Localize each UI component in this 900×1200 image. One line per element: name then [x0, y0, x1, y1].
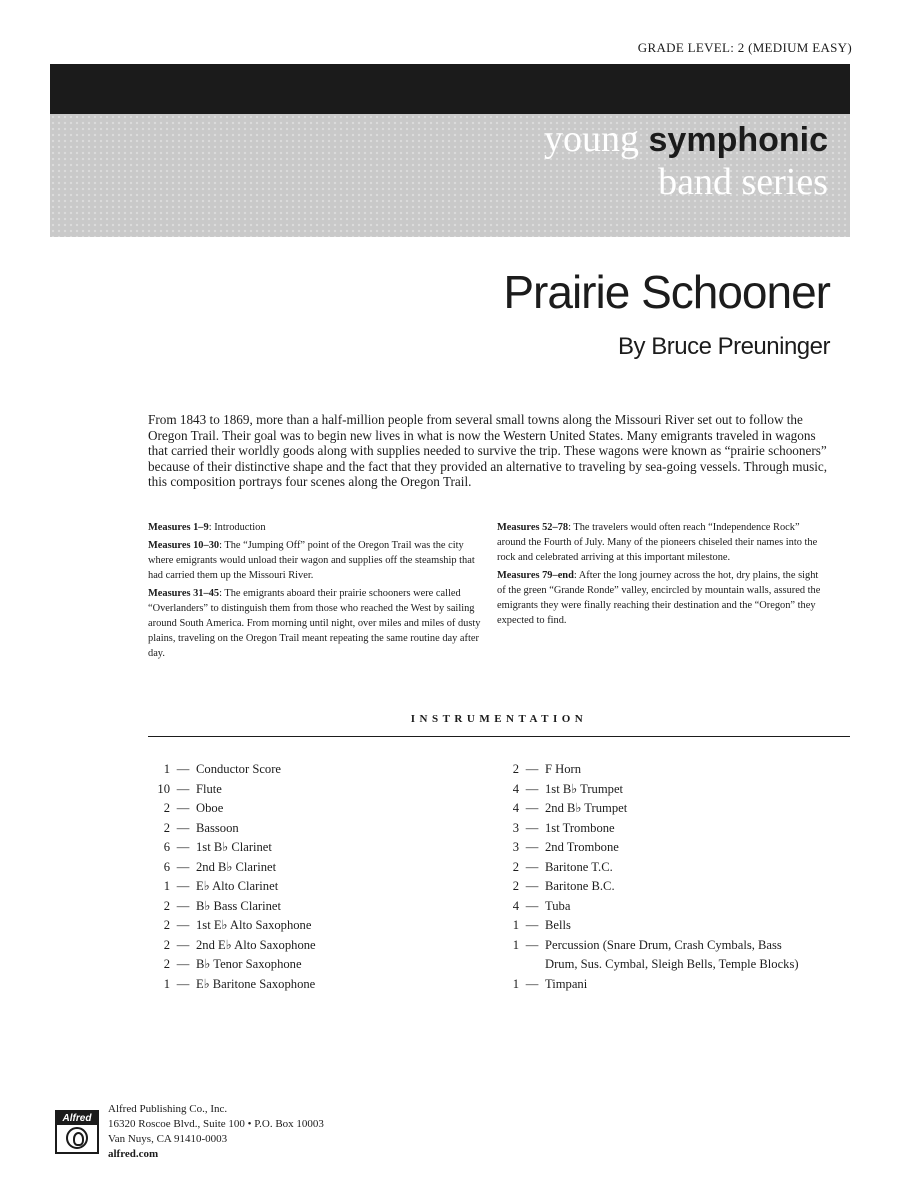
- publisher-info: [108, 1102, 324, 1162]
- measure-note: [148, 538, 488, 583]
- logo-text: Alfred: [57, 1112, 97, 1125]
- publisher-website-link[interactable]: alfred.com: [108, 1148, 159, 1160]
- instrument-quantity: 1: [163, 879, 170, 893]
- instrument-row: [497, 760, 817, 780]
- instrument-quantity: 1: [163, 762, 170, 776]
- instrument-row: [497, 819, 817, 839]
- instrument-quantity: 2: [512, 879, 519, 893]
- instrument-quantity: 1: [512, 918, 519, 932]
- instrument-dash: —: [525, 879, 539, 893]
- instrument-row: [497, 858, 817, 878]
- publisher-address-1: 16320 Roscoe Blvd., Suite 100 • P.O. Box 10003: [108, 1118, 324, 1130]
- instrumentation-heading: INSTRUMENTATION: [410, 713, 588, 725]
- instrument-quantity: 2: [512, 762, 519, 776]
- instrument-row: [497, 897, 817, 917]
- instrument-dash: —: [176, 820, 190, 835]
- instrument-name: Conductor Score: [196, 762, 281, 776]
- instrument-quantity: 1: [163, 976, 170, 991]
- instrument-dash: —: [176, 957, 190, 971]
- measure-text: : After the long journey across the hot, dry plains, the sight of the green “Grande Ronde” valley, encircled by mountain walls, assured the emigrants they were finally reaching their destination and the “Oregon” they expected to find.: [497, 570, 821, 626]
- instrument-quantity: 4: [512, 781, 519, 796]
- measure-text: : The emigrants aboard their prairie schooners were called “Overlanders” to distinguish them from those who reached the West by sailing around South America. From morning until night, over miles and miles of dusty plains, traveling on the Oregon Trail meant repeating the same routine day after day.: [148, 588, 481, 659]
- instrument-quantity: 2: [512, 859, 519, 874]
- instrument-name: Percussion (Snare Drum, Crash Cymbals, Bass Drum, Sus. Cymbal, Sleigh Bells, Temple Blocks): [545, 937, 799, 971]
- measure-text: : The “Jumping Off” point of the Oregon Trail was the city where emigrants would unload their wagon and supplies off the steamship that had carried them up the Missouri River.: [148, 540, 475, 581]
- instrument-row: [148, 780, 488, 800]
- grade-level: GRADE LEVEL: 2 (MEDIUM EASY): [637, 40, 852, 55]
- instrument-quantity: 1: [512, 976, 519, 991]
- instrument-row: [497, 975, 817, 995]
- series-title: [544, 118, 828, 203]
- instrument-row: [148, 760, 488, 780]
- instrument-row: [497, 936, 817, 975]
- instrument-name: Tuba: [545, 898, 571, 913]
- intro-paragraph: From 1843 to 1869, more than a half-million people from several small towns along the Missouri River set out to follow the Oregon Trail. Their goal was to begin new lives in what is now the Western United States. Many emigrants traveled in wagons that carried their worldly goods along with supplies needed to survive the trip. These wagons were known as “prairie schooners” because of their distinctive shape and the fact that they provided an alternative to traveling by sea-going vessels. Through music, this composition portrays four scenes along the Oregon Trail.: [148, 412, 828, 490]
- measure-note: [497, 520, 827, 565]
- instrument-name: 1st Trombone: [545, 820, 615, 835]
- measure-text: : Introduction: [208, 522, 266, 533]
- measure-note: [148, 586, 488, 661]
- instrument-name: 2nd Trombone: [545, 840, 619, 854]
- instrument-dash: —: [176, 840, 190, 854]
- series-line-2: band series: [658, 160, 828, 203]
- instrument-dash: —: [176, 859, 190, 874]
- instrument-quantity: 2: [163, 898, 170, 913]
- instrument-quantity: 2: [163, 918, 170, 932]
- instrument-dash: —: [176, 781, 190, 796]
- instrument-name: E♭ Alto Clarinet: [196, 879, 279, 893]
- instrument-name: Bells: [545, 918, 571, 932]
- instrument-dash: —: [525, 781, 539, 796]
- instrument-name: 2nd E♭ Alto Saxophone: [196, 937, 316, 952]
- publisher-address-2: Van Nuys, CA 91410-0003: [108, 1133, 228, 1145]
- instrument-row: [148, 916, 488, 936]
- instrument-row: [497, 780, 817, 800]
- instrument-name: F Horn: [545, 762, 582, 776]
- instrument-quantity: 2: [163, 957, 170, 971]
- instrument-dash: —: [176, 762, 190, 776]
- instrument-dash: —: [525, 840, 539, 854]
- instrument-quantity: 4: [512, 898, 519, 913]
- measures-notes-right: [497, 520, 827, 631]
- measure-label: Measures 10–30: [148, 540, 220, 551]
- instrument-quantity: 3: [512, 840, 519, 854]
- instrument-row: [148, 975, 488, 995]
- instrument-row: [148, 838, 488, 858]
- instrument-dash: —: [525, 918, 539, 932]
- instrument-row: [497, 799, 817, 819]
- measure-label: Measures 1–9: [148, 522, 209, 533]
- instrument-row: [148, 955, 488, 975]
- instrument-name: B♭ Tenor Saxophone: [196, 957, 302, 971]
- logo-emblem-icon: [66, 1127, 88, 1149]
- instrument-dash: —: [176, 937, 190, 952]
- instrument-row: [497, 916, 817, 936]
- instrument-dash: —: [525, 898, 539, 913]
- instrument-name: Timpani: [545, 976, 588, 991]
- instrument-row: [148, 819, 488, 839]
- composer-credit: By Bruce Preuninger: [618, 333, 830, 360]
- measure-note: [148, 520, 488, 535]
- instrument-dash: —: [525, 976, 539, 991]
- instrument-dash: —: [525, 762, 539, 776]
- instrument-quantity: 3: [512, 820, 519, 835]
- instrument-name: Baritone T.C.: [545, 859, 613, 874]
- instrument-name: 1st B♭ Clarinet: [196, 840, 272, 854]
- instrumentation-divider: [148, 736, 850, 737]
- instrument-quantity: 2: [163, 820, 170, 835]
- instrument-name: Flute: [196, 781, 222, 796]
- banner-black-bar: [50, 64, 850, 114]
- alfred-logo: [55, 1110, 99, 1154]
- instrument-dash: —: [176, 976, 190, 991]
- instrument-name: Bassoon: [196, 820, 239, 835]
- instrument-name: 2nd B♭ Clarinet: [196, 859, 277, 874]
- series-word-symphonic: symphonic: [648, 121, 828, 159]
- instrument-quantity: 2: [163, 801, 170, 815]
- instrument-row: [148, 799, 488, 819]
- instrument-row: [148, 936, 488, 956]
- instrument-name: E♭ Baritone Saxophone: [196, 976, 316, 991]
- instrument-list-right: [497, 760, 817, 994]
- instrument-row: [497, 838, 817, 858]
- instrument-dash: —: [525, 820, 539, 835]
- instrument-quantity: 6: [163, 840, 170, 854]
- series-line-1: [544, 118, 828, 161]
- measures-notes-left: [148, 520, 488, 664]
- instrument-quantity: 1: [512, 937, 519, 952]
- instrument-row: [148, 897, 488, 917]
- instrument-row: [148, 877, 488, 897]
- measure-note: [497, 568, 827, 628]
- instrument-name: Baritone B.C.: [545, 879, 615, 893]
- instrument-name: 2nd B♭ Trumpet: [545, 801, 628, 815]
- publisher-name: Alfred Publishing Co., Inc.: [108, 1103, 228, 1115]
- instrument-quantity: 2: [163, 937, 170, 952]
- series-banner: [50, 64, 850, 237]
- instrument-row: [497, 877, 817, 897]
- instrument-dash: —: [176, 898, 190, 913]
- instrument-dash: —: [525, 937, 539, 952]
- instrument-dash: —: [176, 918, 190, 932]
- instrument-list-left: [148, 760, 488, 994]
- instrument-dash: —: [176, 801, 190, 815]
- instrument-quantity: 10: [157, 781, 170, 796]
- instrument-row: [148, 858, 488, 878]
- instrument-name: B♭ Bass Clarinet: [196, 898, 281, 913]
- instrument-dash: —: [525, 801, 539, 815]
- instrument-quantity: 6: [163, 859, 170, 874]
- instrument-quantity: 4: [512, 801, 519, 815]
- instrument-dash: —: [176, 879, 190, 893]
- instrument-name: 1st E♭ Alto Saxophone: [196, 918, 312, 932]
- measure-label: Measures 79–end: [497, 570, 574, 581]
- instrument-name: Oboe: [196, 801, 224, 815]
- measure-text: : The travelers would often reach “Independence Rock” around the Fourth of July. Many of the pioneers chiseled their names into the rock and celebrated arriving at this important milestone.: [497, 522, 818, 563]
- series-word-young: young: [544, 118, 640, 160]
- piece-title: Prairie Schooner: [503, 266, 830, 318]
- banner-gray-panel: [50, 114, 850, 237]
- instrument-name: 1st B♭ Trumpet: [545, 781, 624, 796]
- instrument-dash: —: [525, 859, 539, 874]
- measure-label: Measures 31–45: [148, 588, 220, 599]
- measure-label: Measures 52–78: [497, 522, 569, 533]
